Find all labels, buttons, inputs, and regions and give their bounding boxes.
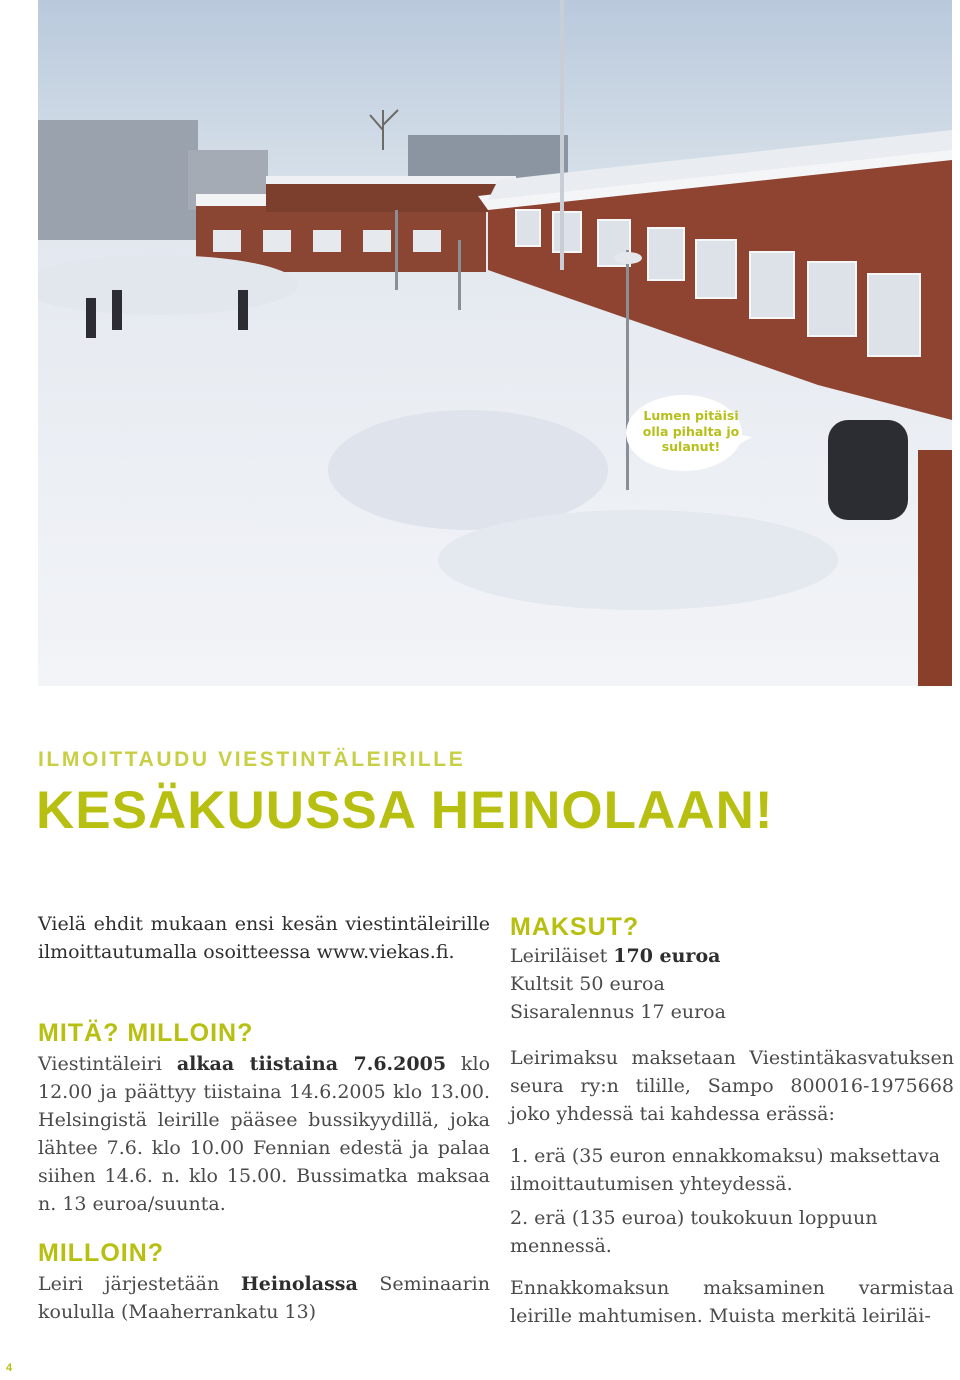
right-column bbox=[510, 942, 954, 1330]
price-kultsit: Kultsit 50 euroa bbox=[510, 973, 665, 995]
section-heading-when: MILLOIN? bbox=[38, 1239, 165, 1267]
section-what-when-text: Viestintäleiri alkaa tiistaina 7.6.2005 klo 12.00 ja päättyy tiistaina 14.6.2005 klo 13.00. Helsingistä leirille pääsee bussikyydillä, joka lähtee 7.6. klo 10.00 Fennian edestä ja palaa siihen 14.6. n. klo 15.00. Bussimatka maksaa n. 13 euroa/suunta. bbox=[38, 1053, 491, 1215]
left-column bbox=[38, 910, 490, 1326]
section-heading-what-when: MITÄ? MILLOIN? bbox=[38, 1019, 254, 1047]
kicker-heading: ILMOITTAUDU VIESTINTÄLEIRILLE bbox=[38, 748, 466, 771]
speech-bubble-text: Lumen pitäisi olla pihalta jo sulanut! bbox=[642, 408, 740, 454]
installment-2: 2. erä (135 euroa) toukokuun loppuun mennessä. bbox=[510, 1207, 878, 1257]
intro-text: Vielä ehdit mukaan ensi kesän viestintäleirille ilmoittautumalla osoitteessa www.viekas.fi. bbox=[38, 913, 490, 963]
page-number: 4 bbox=[6, 1362, 13, 1374]
section-when-text: Leiri järjestetään Heinolassa Seminaarin koululla (Maaherrankatu 13) bbox=[38, 1273, 490, 1323]
location: Heinolassa bbox=[240, 1273, 358, 1295]
payment-info: Leirimaksu maksetaan Viestintäkasvatuksen seura ry:n tilille, Sampo 800016-1975668 joko yhdessä tai kahdessa erässä: bbox=[510, 1047, 954, 1125]
start-date: alkaa tiistaina 7.6.2005 bbox=[176, 1053, 447, 1075]
price-campers: Leiriläiset 170 euroa bbox=[510, 945, 721, 967]
price-sibling: Sisaralennus 17 euroa bbox=[510, 1001, 726, 1023]
installment-1: 1. erä (35 euron ennakkomaksu) maksettava ilmoittautumisen yhteydessä. bbox=[510, 1145, 941, 1195]
section-heading-payments: MAKSUT? bbox=[510, 913, 640, 941]
page-title: KESÄKUUSSA HEINOLAAN! bbox=[36, 781, 774, 840]
payment-note: Ennakkomaksun maksaminen varmistaa leirille mahtumisen. Muista merkitä leiriläi- bbox=[510, 1277, 954, 1327]
snowy-schoolyard-photo bbox=[38, 0, 952, 686]
